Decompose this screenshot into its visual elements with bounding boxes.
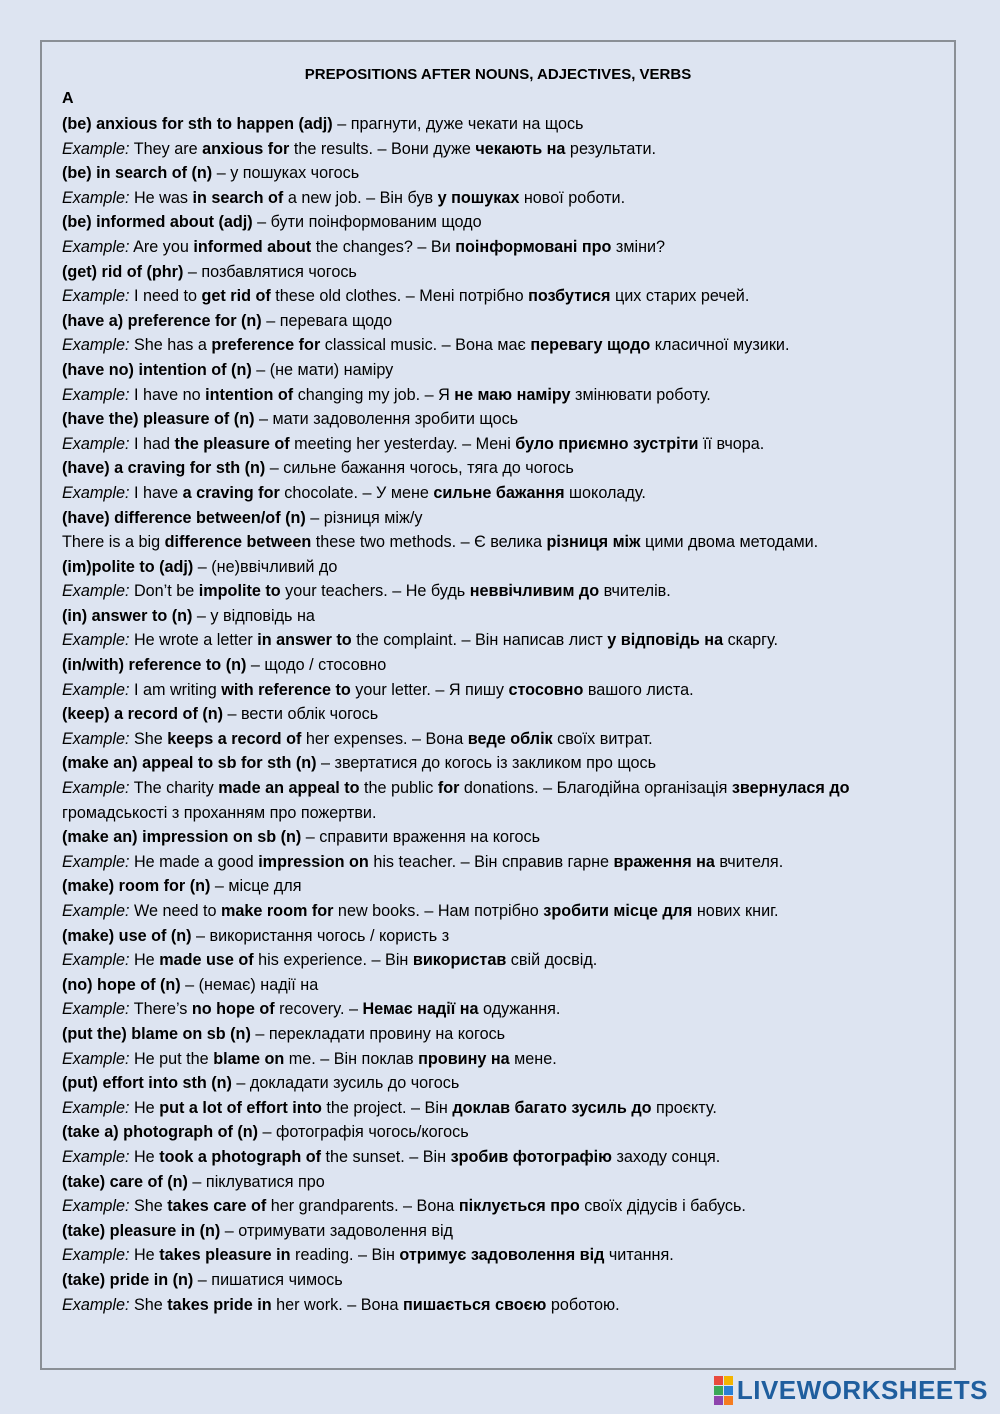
example-text: вашого листа.: [583, 680, 694, 699]
example-text: I need to: [133, 287, 202, 306]
entry-translation: – мати задоволення зробити щось: [254, 410, 519, 429]
example-text: зміни?: [611, 237, 666, 256]
example-text: шоколаду.: [564, 483, 646, 502]
entry-heading: [62, 210, 942, 235]
entry-heading: [62, 1268, 942, 1293]
entry-translation: – перекладати провину на когось: [250, 1024, 506, 1043]
entry-translation: – бути поінформованим щодо: [252, 213, 482, 232]
example-key-phrase: a craving for: [182, 483, 280, 502]
example-key-phrase: позбутися: [528, 287, 611, 306]
entry-example: [62, 284, 942, 309]
example-text: The charity: [133, 779, 219, 798]
entry-translation: – прагнути, дуже чекати на щось: [332, 115, 584, 133]
entry-phrase: (make an) appeal to sb for sth (n): [62, 754, 317, 773]
example-key-phrase: сильне бажання: [433, 483, 565, 502]
section-letter: A: [62, 90, 74, 107]
entry-heading: [62, 456, 942, 481]
entry-translation: – докладати зусиль до чогось: [231, 1074, 460, 1093]
entry-translation: – перевага щодо: [261, 311, 393, 330]
example-text: класичної музики.: [650, 336, 790, 355]
example-text: I had: [133, 434, 175, 453]
entry-example: [62, 383, 942, 408]
entry-example: [62, 235, 942, 260]
example-text: your teachers. – Не будь: [280, 582, 470, 601]
example-label: Example:: [62, 483, 130, 502]
example-label: Example:: [62, 1295, 130, 1314]
entry-example: [62, 776, 942, 825]
example-label: Example:: [62, 139, 130, 158]
example-key-phrase: було приємно зустріти: [515, 434, 699, 453]
example-text: her work. – Вона: [271, 1295, 403, 1314]
example-text: her expenses. – Вона: [301, 729, 468, 748]
example-key-phrase: отримує задоволення від: [399, 1246, 605, 1265]
entry-example: [62, 481, 942, 506]
entry-example: [62, 899, 942, 924]
example-text: the changes? – Ви: [311, 237, 456, 256]
example-text: reading. – Він: [290, 1246, 400, 1265]
entry-phrase: (take) care of (n): [62, 1172, 188, 1191]
entry-phrase: (in/with) reference to (n): [62, 656, 247, 675]
entry-translation: – (немає) надії на: [180, 975, 319, 994]
example-key-phrase: informed about: [193, 237, 312, 256]
entry-heading: [62, 924, 942, 949]
example-key-phrase: піклується про: [458, 1197, 580, 1216]
example-text: He wrote a letter: [133, 631, 258, 650]
entry-translation: – (не)ввічливий до: [193, 557, 338, 576]
example-key-phrase: зробити місце для: [543, 902, 693, 920]
entry-phrase: (take) pleasure in (n): [62, 1221, 221, 1240]
example-label: Example:: [62, 582, 130, 601]
entry-translation: – піклуватися про: [187, 1172, 325, 1191]
entry-phrase: (have no) intention of (n): [62, 360, 252, 379]
entry-translation: – вести облік чогось: [223, 705, 379, 724]
page-title: PREPOSITIONS AFTER NOUNS, ADJECTIVES, VERBS: [304, 66, 692, 83]
entry-example: [62, 850, 942, 875]
entry-example: [62, 948, 942, 973]
entry-example: [62, 1047, 942, 1072]
example-text: There’s: [133, 1000, 192, 1019]
entry-heading: [62, 358, 942, 383]
example-text: громадськості з проханням про пожертви.: [62, 803, 377, 822]
entry-phrase: (be) anxious for sth to happen (adj): [62, 115, 333, 133]
liveworksheets-icon: [714, 1376, 733, 1405]
example-label: Example:: [62, 336, 130, 355]
entry-phrase: (keep) a record of (n): [62, 705, 223, 724]
entry-heading: [62, 506, 942, 531]
example-text: роботою.: [546, 1295, 620, 1314]
example-key-phrase: for: [437, 779, 460, 798]
example-label: Example:: [62, 1000, 130, 1019]
example-key-phrase: у відповідь на: [607, 631, 724, 650]
logo-square: [714, 1386, 723, 1395]
entry-heading: [62, 702, 942, 727]
example-label: Example:: [62, 287, 130, 306]
example-label: Example:: [62, 434, 130, 453]
entry-heading: [62, 1071, 942, 1096]
worksheet-page: [40, 40, 956, 1370]
entry-phrase: (in) answer to (n): [62, 606, 193, 625]
example-key-phrase: takes care of: [167, 1197, 267, 1216]
example-key-phrase: стосовно: [508, 680, 584, 699]
logo-text: LIVEWORKSHEETS: [736, 1375, 988, 1405]
example-label: Example:: [62, 1246, 130, 1265]
example-text: They are: [133, 139, 203, 158]
entry-heading: [62, 1219, 942, 1244]
entry-heading: [62, 1170, 942, 1195]
entry-phrase: (have) a craving for sth (n): [62, 459, 266, 478]
example-key-phrase: get rid of: [201, 287, 271, 306]
example-label: Example:: [62, 1098, 130, 1117]
example-key-phrase: impression on: [258, 852, 369, 871]
liveworksheets-logo: [714, 1375, 988, 1406]
example-text: одужання.: [478, 1000, 561, 1019]
example-key-phrase: make room for: [220, 902, 334, 920]
example-text: своїх дідусів і бабусь.: [579, 1197, 746, 1216]
example-text: She: [133, 1197, 168, 1216]
example-text: the results. – Вони дуже: [289, 139, 476, 158]
example-key-phrase: made an appeal to: [218, 779, 360, 798]
example-key-phrase: takes pleasure in: [159, 1246, 291, 1265]
example-label: Example:: [62, 729, 130, 748]
example-text: I am writing: [133, 680, 222, 699]
example-key-phrase: Немає надії на: [362, 1000, 479, 1019]
logo-square: [714, 1376, 723, 1385]
entry-heading: [62, 555, 942, 580]
example-text: I have no: [133, 385, 206, 404]
entry-heading: [62, 825, 942, 850]
example-text: a new job. – Він був: [283, 188, 438, 207]
example-key-phrase: with reference to: [221, 680, 351, 699]
example-text: He: [133, 1246, 160, 1265]
example-text: I have: [133, 483, 183, 502]
entry-phrase: (have the) pleasure of (n): [62, 410, 255, 429]
entry-heading: [62, 260, 942, 285]
example-text: нової роботи.: [519, 188, 626, 207]
entry-phrase: (make) use of (n): [62, 926, 192, 945]
entry-translation: – отримувати задоволення від: [220, 1221, 454, 1240]
example-key-phrase: made use of: [159, 951, 254, 970]
example-text: his experience. – Він: [253, 951, 413, 970]
example-text: the complaint. – Він написав лист: [351, 631, 608, 650]
example-label: Example:: [62, 902, 130, 920]
entry-example: [62, 579, 942, 604]
entry-phrase: (get) rid of (phr): [62, 262, 184, 281]
entry-heading: [62, 161, 942, 186]
example-key-phrase: keeps a record of: [167, 729, 302, 748]
entry-example: [62, 997, 942, 1022]
logo-square: [714, 1396, 723, 1405]
entry-example: [62, 186, 942, 211]
example-text: He made a good: [133, 852, 259, 871]
example-text: the sunset. – Він: [321, 1147, 451, 1166]
example-key-phrase: зробив фотографію: [450, 1147, 612, 1166]
entry-phrase: (take a) photograph of (n): [62, 1123, 259, 1142]
logo-square: [724, 1396, 733, 1405]
entry-translation: – фотографія чогось/когось: [258, 1123, 469, 1142]
example-text: змінювати роботу.: [570, 385, 711, 404]
example-key-phrase: різниця між: [546, 533, 641, 552]
entry-translation: – місце для: [210, 877, 302, 896]
example-text: donations. – Благодійна організація: [459, 779, 732, 798]
example-text: своїх витрат.: [552, 729, 653, 748]
entry-example: [62, 137, 942, 162]
example-text: Are you: [133, 237, 194, 256]
example-text: chocolate. – У мене: [279, 483, 434, 502]
example-text: classical music. – Вона має: [320, 336, 531, 355]
entry-example: [62, 333, 942, 358]
entry-translation: – у пошуках чогось: [212, 164, 360, 183]
entry-translation: – у відповідь на: [192, 606, 315, 625]
example-text: проєкту.: [651, 1098, 717, 1117]
entry-example: [62, 678, 942, 703]
entry-phrase: (have a) preference for (n): [62, 311, 262, 330]
example-key-phrase: preference for: [211, 336, 321, 355]
example-text: цими двома методами.: [640, 533, 819, 552]
example-text: changing my job. – Я: [293, 385, 455, 404]
example-text: He: [133, 951, 160, 970]
example-text: скаргу.: [723, 631, 779, 650]
example-key-phrase: провину на: [418, 1049, 510, 1068]
entry-translation: – (не мати) наміру: [251, 360, 394, 379]
example-text: He put the: [133, 1049, 214, 1068]
example-text: She: [133, 729, 168, 748]
example-key-phrase: put a lot of effort into: [159, 1098, 322, 1117]
entry-heading: [62, 751, 942, 776]
example-text: мене.: [509, 1049, 557, 1068]
entry-example: [62, 1145, 942, 1170]
entry-example: [62, 432, 942, 457]
entry-example: [62, 1194, 942, 1219]
example-label: Example:: [62, 237, 130, 256]
entry-phrase: (no) hope of (n): [62, 975, 181, 994]
entry-phrase: (put the) blame on sb (n): [62, 1024, 251, 1043]
example-text: recovery. –: [274, 1000, 363, 1019]
example-text: your letter. – Я пишу: [350, 680, 509, 699]
example-key-phrase: доклав багато зусиль до: [452, 1098, 652, 1117]
example-text: вчителів.: [599, 582, 671, 601]
example-text: читання.: [604, 1246, 674, 1265]
example-key-phrase: difference between: [164, 533, 312, 552]
example-key-phrase: impolite to: [198, 582, 281, 601]
example-key-phrase: використав: [412, 951, 507, 970]
entry-translation: – щодо / стосовно: [246, 656, 387, 675]
example-text: his teacher. – Він справив гарне: [368, 852, 614, 871]
entry-phrase: (im)polite to (adj): [62, 557, 194, 576]
example-text: these two methods. – Є велика: [311, 533, 547, 552]
example-key-phrase: пишається своєю: [402, 1295, 547, 1314]
example-text: the project. – Він: [321, 1098, 453, 1117]
example-key-phrase: звернулася до: [731, 779, 850, 798]
example-key-phrase: anxious for: [202, 139, 290, 158]
entry-translation: – звертатися до когось із закликом про щось: [316, 754, 657, 773]
entries-list: [62, 112, 942, 1317]
example-key-phrase: чекають на: [475, 139, 566, 158]
logo-square: [724, 1376, 733, 1385]
example-key-phrase: in search of: [192, 188, 284, 207]
entry-example: [62, 1243, 942, 1268]
example-text: вчителя.: [714, 852, 784, 871]
example-text: She has a: [133, 336, 212, 355]
entry-translation: – використання чогось / користь з: [191, 926, 450, 945]
example-key-phrase: не маю наміру: [454, 385, 571, 404]
example-label: Example:: [62, 188, 130, 207]
example-text: свій досвід.: [506, 951, 598, 970]
example-label: Example:: [62, 951, 130, 970]
logo-square: [724, 1386, 733, 1395]
example-key-phrase: takes pride in: [167, 1295, 272, 1314]
example-text: He: [133, 1147, 160, 1166]
example-label: Example:: [62, 385, 130, 404]
example-text: He: [133, 1098, 160, 1117]
example-text: нових книг.: [692, 902, 779, 920]
entry-example: [62, 1293, 942, 1318]
example-text: her grandparents. – Вона: [266, 1197, 459, 1216]
example-text: new books. – Нам потрібно: [333, 902, 544, 920]
entry-heading: [62, 1022, 942, 1047]
entry-heading: [62, 604, 942, 629]
example-key-phrase: у пошуках: [437, 188, 520, 207]
example-key-phrase: took a photograph of: [159, 1147, 322, 1166]
example-key-phrase: враження на: [613, 852, 715, 871]
example-text: He was: [133, 188, 193, 207]
entry-translation: – пишатися чимось: [193, 1270, 343, 1289]
example-label: Example:: [62, 680, 130, 699]
entry-phrase: (have) difference between/of (n): [62, 508, 306, 527]
example-key-phrase: перевагу щодо: [530, 336, 651, 355]
entry-heading: [62, 1120, 942, 1145]
entry-phrase: (make) room for (n): [62, 877, 211, 896]
example-text: the public: [359, 779, 438, 798]
example-key-phrase: no hope of: [191, 1000, 275, 1019]
example-text: заходу сонця.: [611, 1147, 721, 1166]
entry-phrase: (make an) impression on sb (n): [62, 828, 302, 847]
entry-example: [62, 1096, 942, 1121]
entry-heading: [62, 874, 942, 899]
example-key-phrase: неввічливим до: [469, 582, 600, 601]
entry-example: [62, 727, 942, 752]
entry-phrase: (be) in search of (n): [62, 164, 213, 183]
example-key-phrase: веде облік: [467, 729, 553, 748]
entry-heading: [62, 973, 942, 998]
example-label: Example:: [62, 1197, 130, 1216]
example-text: me. – Він поклав: [284, 1049, 419, 1068]
example-text: these old clothes. – Мені потрібно: [270, 287, 529, 306]
example-text: Don’t be: [133, 582, 199, 601]
example-label: Example:: [62, 631, 130, 650]
entry-translation: – різниця між/у: [305, 508, 423, 527]
example-text: її вчора.: [698, 434, 765, 453]
example-key-phrase: поінформовані про: [455, 237, 612, 256]
example-key-phrase: the pleasure of: [174, 434, 290, 453]
entry-translation: – позбавлятися чогось: [183, 262, 357, 281]
example-key-phrase: intention of: [205, 385, 294, 404]
example-label: Example:: [62, 1049, 130, 1068]
entry-phrase: (be) informed about (adj): [62, 213, 253, 232]
example-text: цих старих речей.: [610, 287, 750, 306]
entry-phrase: (take) pride in (n): [62, 1270, 194, 1289]
entry-heading: [62, 309, 942, 334]
example-label: Example:: [62, 779, 130, 798]
example-text: There is a big: [62, 533, 165, 552]
entry-heading: [62, 112, 942, 137]
entry-translation: – справити враження на когось: [301, 828, 541, 847]
example-text: результати.: [565, 139, 657, 158]
entry-heading: [62, 653, 942, 678]
example-text: We need to: [133, 902, 221, 920]
example-text: She: [133, 1295, 168, 1314]
entry-example: [62, 530, 942, 555]
entry-translation: – сильне бажання чогось, тяга до чогось: [265, 459, 574, 478]
entry-example: [62, 628, 942, 653]
entry-phrase: (put) effort into sth (n): [62, 1074, 232, 1093]
example-text: meeting her yesterday. – Мені: [289, 434, 516, 453]
entry-heading: [62, 407, 942, 432]
example-label: Example:: [62, 852, 130, 871]
example-label: Example:: [62, 1147, 130, 1166]
example-key-phrase: in answer to: [257, 631, 352, 650]
example-key-phrase: blame on: [213, 1049, 285, 1068]
